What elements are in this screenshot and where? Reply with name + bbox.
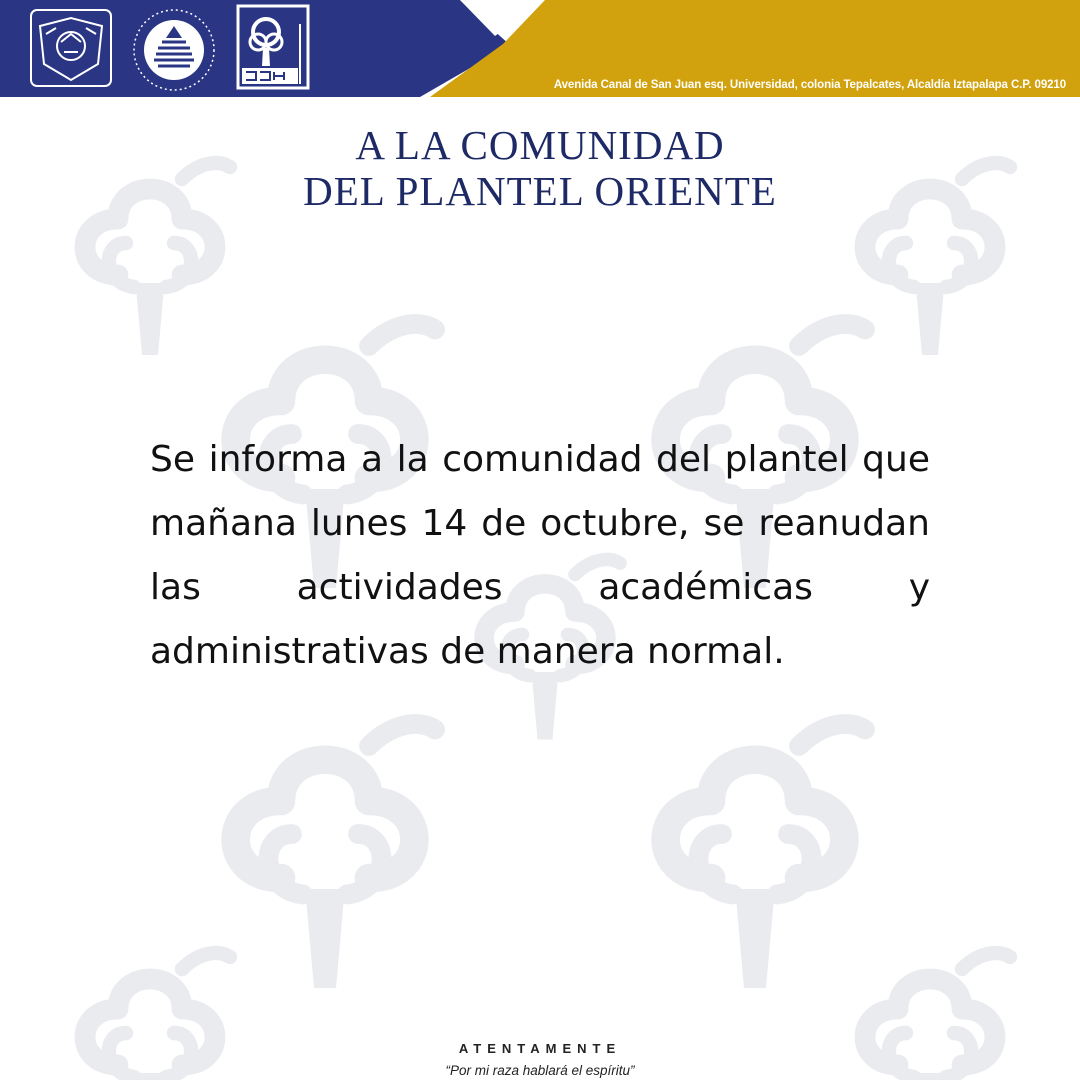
title-line-2: DEL PLANTEL ORIENTE <box>303 168 777 214</box>
closing-motto: “Por mi raza hablará el espíritu” <box>445 1063 635 1078</box>
cch-oriente-logo <box>236 4 310 90</box>
header-banner <box>0 0 1080 97</box>
campus-address: Avenida Canal de San Juan esq. Universidad, colonia Tepalcates, Alcaldía Iztapalapa C.P. 09210 <box>553 79 1066 91</box>
cch-college-seal-logo <box>128 4 220 96</box>
unam-seal-logo <box>28 4 114 90</box>
closing-block <box>0 1040 1080 1081</box>
closing-atentamente: ATENTAMENTE <box>458 1041 622 1056</box>
announcement-title <box>0 122 1080 214</box>
announcement-body: Se informa a la comunidad del plantel que mañana lunes 14 de octubre, se reanudan las actividades académicas y administrativas de manera normal. <box>150 439 930 672</box>
title-line-1: A LA COMUNIDAD <box>355 122 725 168</box>
